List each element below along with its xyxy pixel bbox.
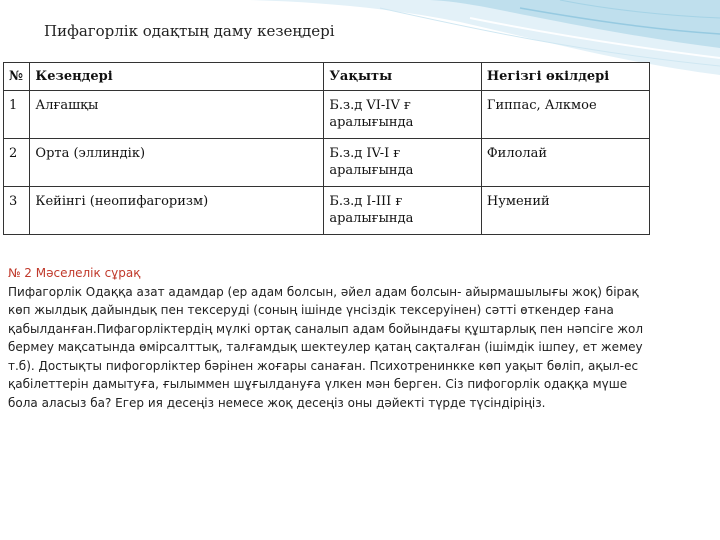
header-number: № [4, 63, 30, 91]
cell-stage: Алғашқы [30, 91, 324, 139]
cell-time: Б.з.д VI-IV ғ аралығында [324, 91, 482, 139]
cell-stage: Кейінгі (неопифагоризм) [30, 187, 324, 235]
table-row [4, 91, 650, 139]
slide-title: Пифагорлік одақтың даму кезеңдері [44, 22, 335, 40]
cell-representatives: Нумений [481, 187, 649, 235]
question-title: № 2 Мәселелік сұрақ [8, 266, 141, 280]
cell-number: 1 [4, 91, 30, 139]
stages-table [3, 62, 650, 235]
cell-number: 2 [4, 139, 30, 187]
header-stages: Кезеңдері [30, 63, 324, 91]
header-representatives: Негізгі өкілдері [481, 63, 649, 91]
cell-representatives: Гиппас, Алкмое [481, 91, 649, 139]
header-time: Уақыты [324, 63, 482, 91]
table-row [4, 139, 650, 187]
table-header-row [4, 63, 650, 91]
cell-stage: Орта (эллиндік) [30, 139, 324, 187]
cell-time: Б.з.д I-III ғ аралығында [324, 187, 482, 235]
problem-question-block [8, 264, 648, 412]
table-row [4, 187, 650, 235]
cell-number: 3 [4, 187, 30, 235]
question-body: Пифагорлік Одаққа азат адамдар (ер адам болсын, әйел адам болсын- айырмашылығы жоқ) бірақ көп жылдық дайындық пен тексеруді (соның ішінде үнсіздік тексеруінен) сәтті өткендер ғана қабылданған.Пифагорліктердің мүлкі ортақ саналып адам бойындағы құштарлық пен нәпсіге жол бермеу мақсатында өмірсалттық, талғамдық шектеулер қатаң сақталған (ішімдік ішпеу, ет жемеу т.б). Достықты пифогорліктер бәрінен жоғары санаған. Психотренинкке көп уақыт бөліп, ақыл-ес қабілеттерін дамытуға, ғылыммен шұғылдануға үлкен мән берген. Сіз пифогорлік одаққа мүше бола аласыз ба? Егер ия десеңіз немесе жоқ десеңіз оны дәйекті түрде түсіндіріңіз. [8, 284, 644, 410]
cell-time: Б.з.д IV-I ғ аралығында [324, 139, 482, 187]
cell-representatives: Филолай [481, 139, 649, 187]
